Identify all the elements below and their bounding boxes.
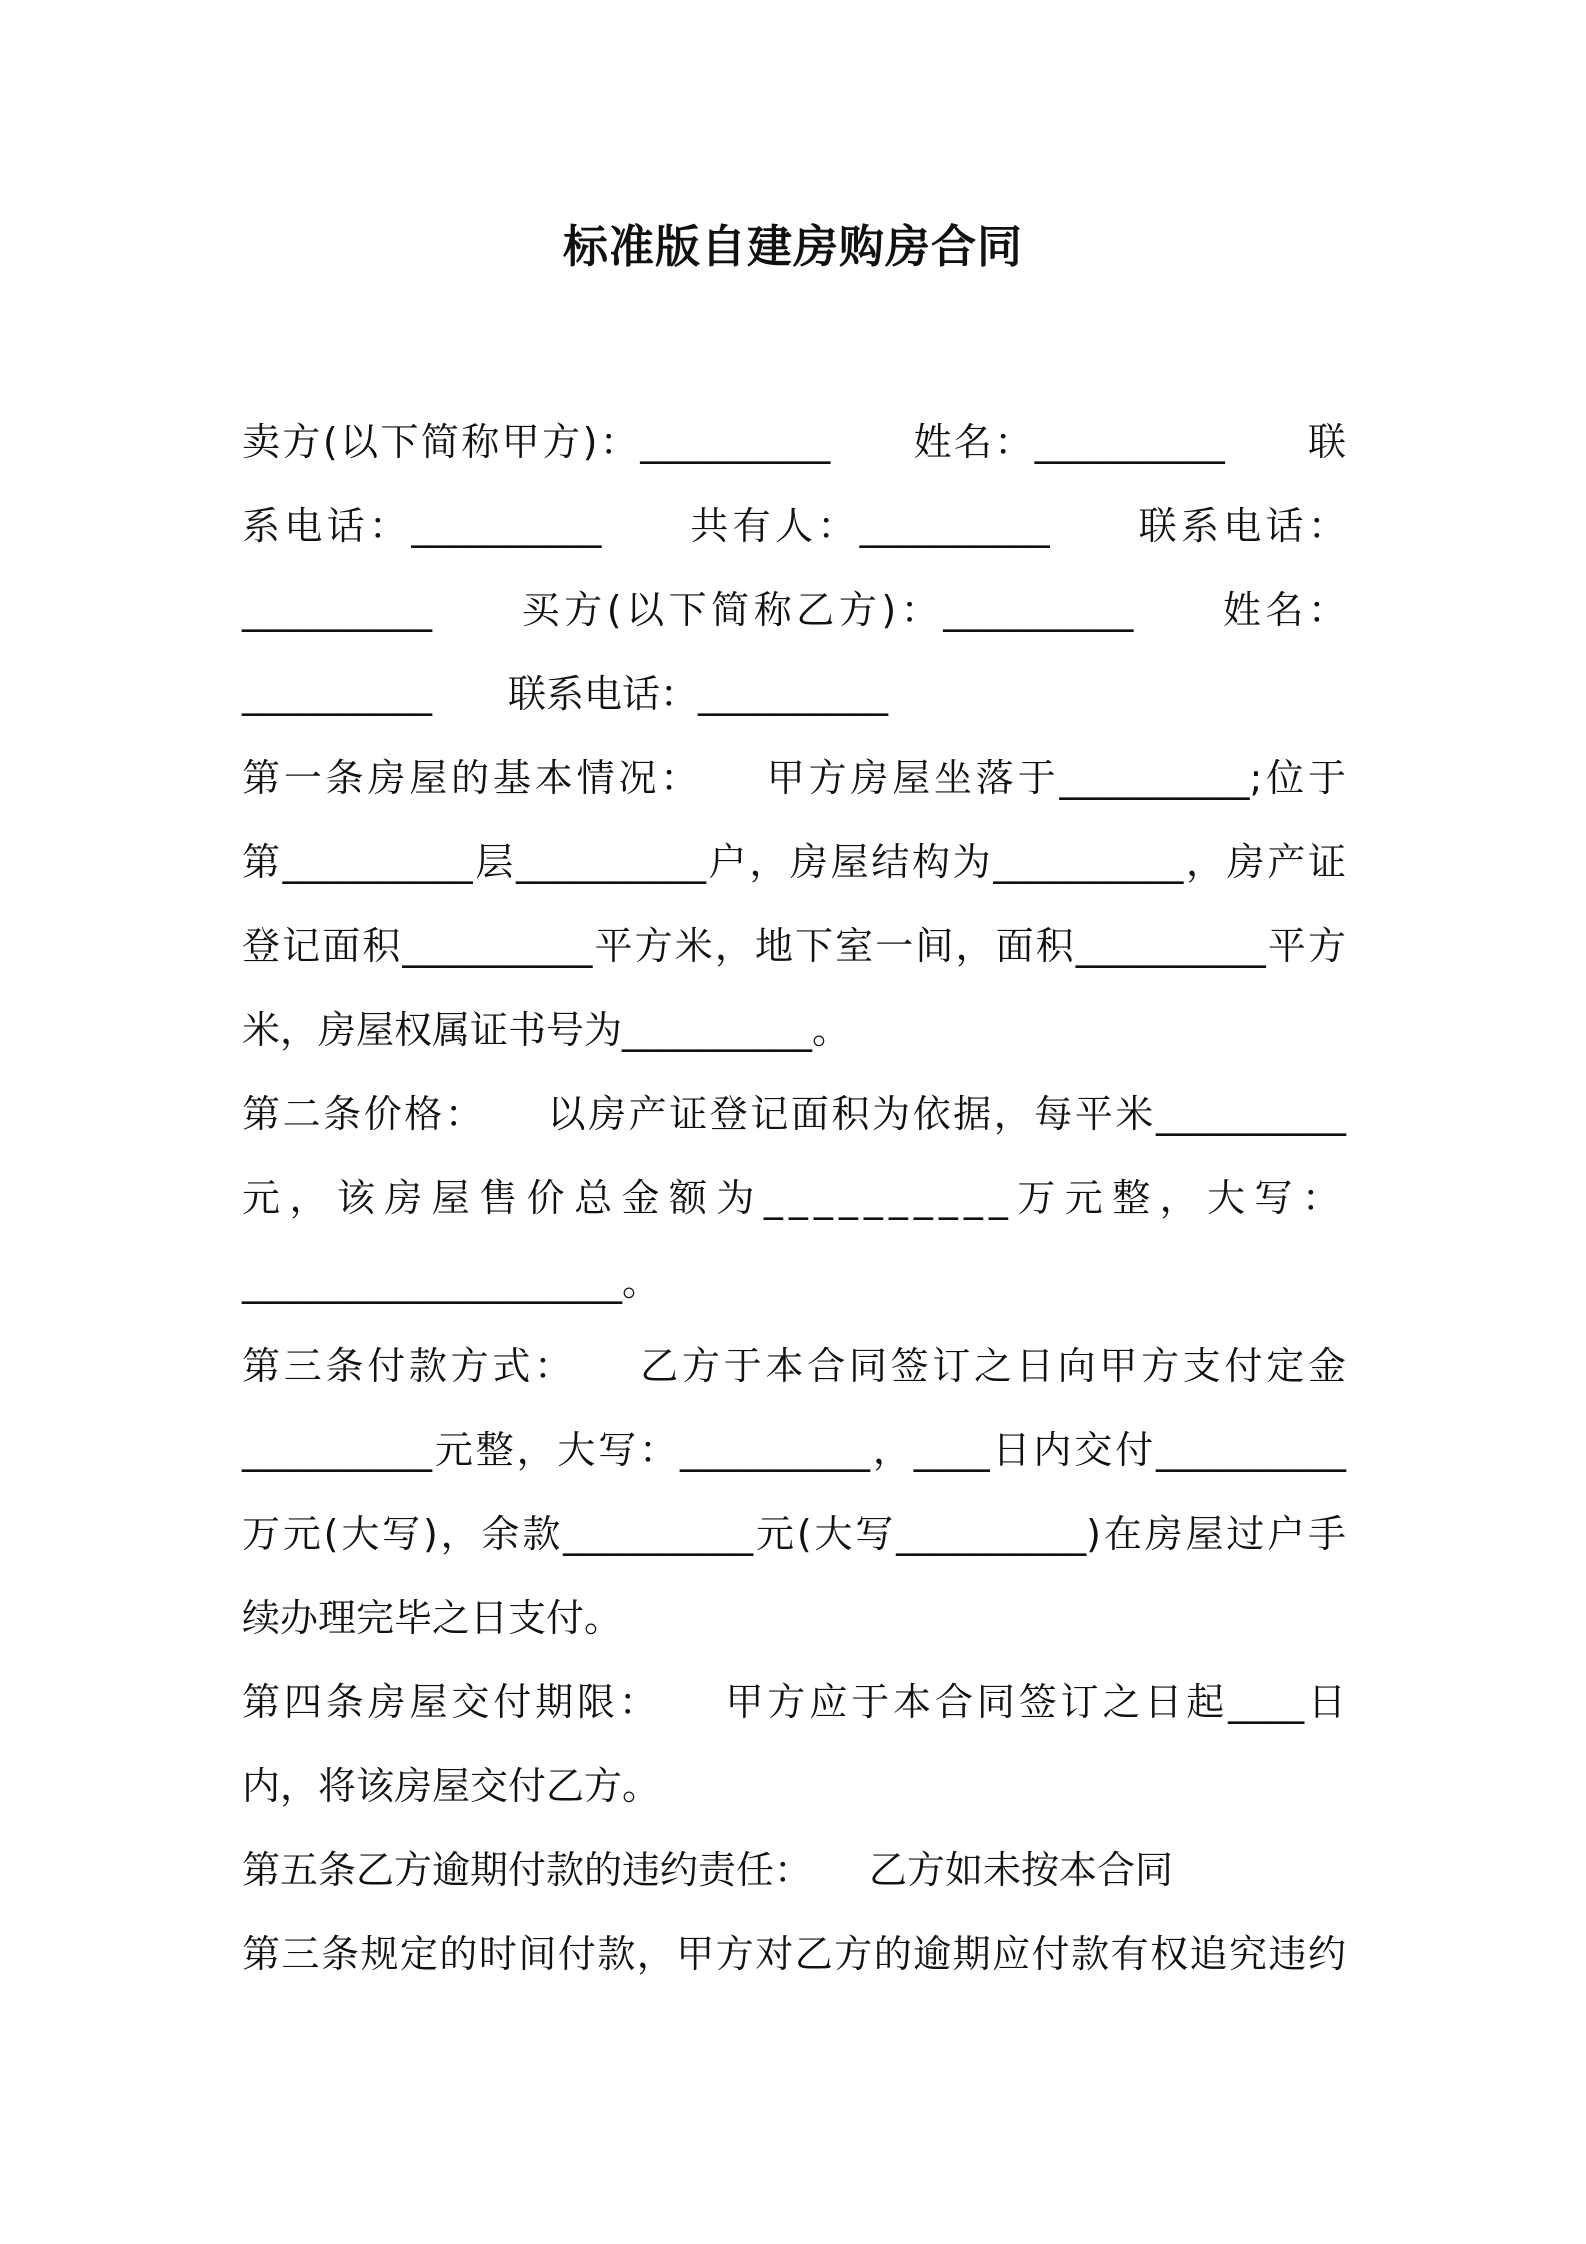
- text-line: 第三条规定的时间付款，甲方对乙方的逾期应付款有权追究违约: [242, 1932, 1346, 1976]
- text-line: ____________________。: [242, 1260, 661, 1304]
- text-line: 元，该房屋售价总金额为__________万元整，大写：: [242, 1176, 1346, 1220]
- text-line: 第三条付款方式： 乙方于本合同签订之日向甲方支付定金: [242, 1344, 1346, 1388]
- text-line: 系电话：__________ 共有人：__________ 联系电话：: [242, 504, 1346, 548]
- text-line: __________ 买方(以下简称乙方)：__________ 姓名：: [242, 588, 1346, 632]
- text-line: 登记面积__________平方米，地下室一间，面积__________平方: [242, 924, 1346, 968]
- document-title: 标准版自建房购房合同: [562, 220, 1023, 273]
- text-line: 万元(大写)，余款__________元(大写__________)在房屋过户手: [242, 1512, 1346, 1556]
- text-line: 第一条房屋的基本情况： 甲方房屋坐落于__________;位于: [242, 756, 1346, 800]
- text-line: 米，房屋权属证书号为__________。: [242, 1008, 851, 1052]
- text-line: 第二条价格： 以房产证登记面积为依据，每平米__________: [242, 1092, 1346, 1136]
- text-line: __________元整，大写：__________，____日内交付__________: [242, 1428, 1346, 1472]
- contract-body: [242, 400, 1346, 1996]
- text-line: 续办理完毕之日支付。: [242, 1596, 623, 1640]
- text-line: __________ 联系电话：__________: [242, 672, 889, 716]
- text-line: 第五条乙方逾期付款的违约责任： 乙方如未按本合同: [242, 1848, 1174, 1892]
- text-line: 内，将该房屋交付乙方。: [242, 1764, 661, 1808]
- text-line: 第__________层__________户，房屋结构为__________，房产证: [242, 840, 1346, 884]
- text-line: 第四条房屋交付期限： 甲方应于本合同签订之日起____日: [242, 1680, 1346, 1724]
- text-line: 卖方(以下简称甲方)：__________ 姓名：__________ 联: [242, 420, 1346, 464]
